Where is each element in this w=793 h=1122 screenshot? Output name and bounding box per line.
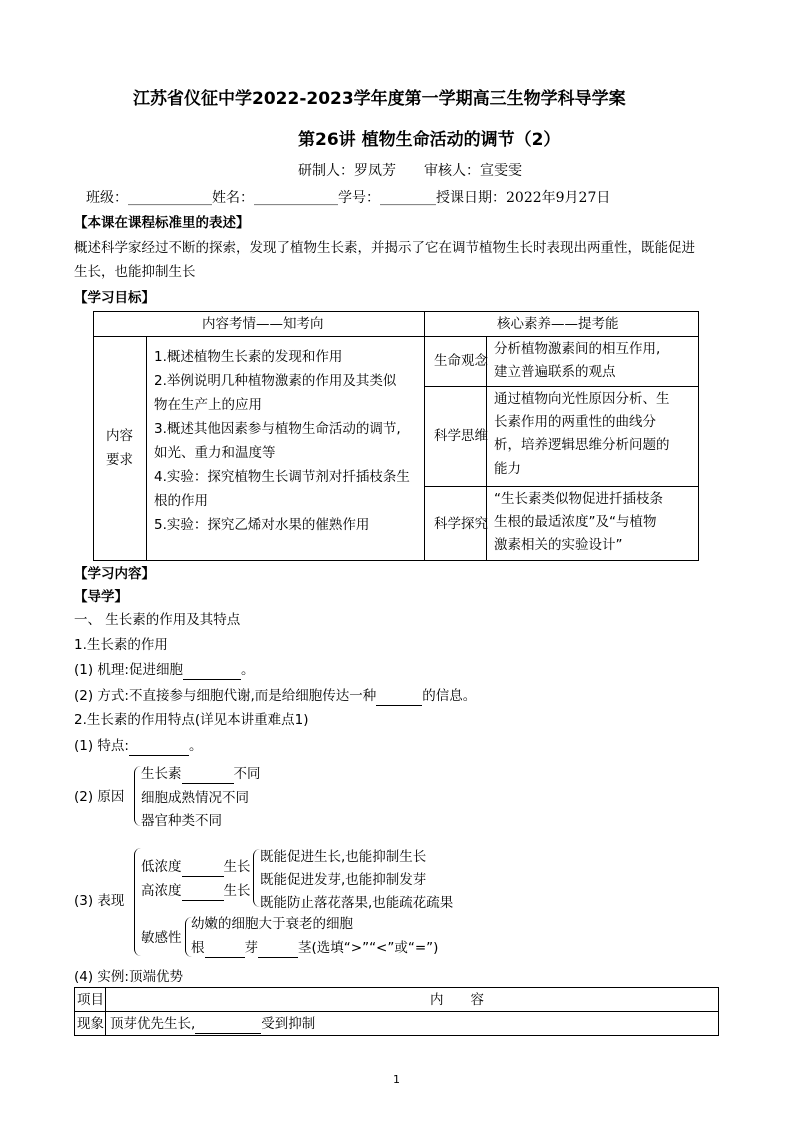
- blank-4[interactable]: [182, 765, 234, 784]
- goals-table: [93, 311, 699, 561]
- blank-9[interactable]: [195, 1015, 261, 1034]
- effect-3: 既能防止落花落果,也能疏花疏果: [260, 895, 454, 911]
- requirement-line: 2.举例说明几种植物激素的作用及其类似: [154, 373, 397, 389]
- cause-3: 器官种类不同: [141, 813, 222, 829]
- example-row-content: 顶芽优先生长, 受到抑制: [110, 1016, 316, 1032]
- content-heading: 【学习内容】: [74, 566, 155, 582]
- item-2-1: (1) 特点: 。: [74, 738, 203, 754]
- blank-7[interactable]: [205, 939, 245, 958]
- item-2-title: 2.生长素的作用特点(详见本讲重难点1): [74, 712, 309, 728]
- literacy-line: 生根的最适浓度”及“与植物: [494, 514, 657, 530]
- blank-5[interactable]: [182, 858, 224, 877]
- literacy-line: 分析植物激素间的相互作用,: [494, 341, 661, 357]
- literacy-line: 激素相关的实验设计”: [494, 537, 623, 553]
- sensitivity-label: 敏感性: [141, 930, 182, 946]
- cause-label: (2) 原因: [74, 789, 125, 805]
- example-col2-header: 内 容: [430, 992, 484, 1008]
- requirement-line: 4.实验：探究植物生长调节剂对扦插枝条生: [154, 469, 410, 485]
- high-concentration: 高浓度 生长: [141, 883, 251, 899]
- literacy-name: 科学思维: [434, 428, 488, 444]
- student-fields-line: 班级：____________姓名：____________学号：________授课日期：2022年9月27日: [86, 190, 611, 206]
- literacy-line: 建立普遍联系的观点: [494, 364, 616, 380]
- cause-1: 生长素 不同: [141, 766, 261, 782]
- literacy-line: 长素作用的两重性的曲线分: [494, 414, 656, 430]
- row-label-line1: 内容: [106, 428, 133, 444]
- cause-2: 细胞成熟情况不同: [141, 790, 249, 806]
- literacy-name: 生命观念: [434, 353, 488, 369]
- lesson-title: 第26讲 植物生命活动的调节（2）: [298, 130, 561, 150]
- requirement-line: 3.概述其他因素参与植物生命活动的调节,: [154, 421, 401, 437]
- blank-2[interactable]: [376, 687, 422, 706]
- standard-text-line2: 生长，也能抑制生长: [74, 264, 196, 280]
- row-label-line2: 要求: [106, 452, 133, 468]
- item-1-1: (1) 机理:促进细胞 。: [74, 662, 255, 678]
- goals-col1-header: 内容考情——知考向: [202, 316, 324, 332]
- blank-8[interactable]: [258, 939, 298, 958]
- goals-heading: 【学习目标】: [74, 290, 155, 306]
- requirement-line: 1.概述植物生长素的发现和作用: [154, 349, 343, 365]
- item-1-2: (2) 方式:不直接参与细胞代谢,而是给细胞传达一种 的信息。: [74, 688, 477, 704]
- show-brace: [134, 848, 141, 956]
- literacy-name: 科学探究: [434, 516, 488, 532]
- content-subheading: 【导学】: [74, 589, 128, 605]
- authors-line: 研制人：罗凤芳 审核人：宣雯雯: [298, 163, 522, 179]
- cause-brace: [134, 766, 141, 826]
- item-2-4: (4) 实例:顶端优势: [74, 969, 183, 985]
- goals-col2-header: 核心素养——提考能: [497, 316, 619, 332]
- blank-3[interactable]: [129, 737, 189, 756]
- requirement-line: 如光、重力和温度等: [154, 445, 276, 461]
- blank-1[interactable]: [183, 661, 241, 680]
- standard-text-line1: 概述科学家经过不断的探索，发现了植物生长素，并揭示了它在调节植物生长时表现出两重性，既能促进: [74, 240, 695, 256]
- example-row-label: 现象: [77, 1016, 104, 1032]
- literacy-line: “生长素类似物促进扦插枝条: [494, 491, 663, 507]
- show-label: (3) 表现: [74, 893, 125, 909]
- item-title: 1.生长素的作用: [74, 637, 168, 653]
- literacy-line: 析，培养逻辑思维分析问题的: [494, 437, 670, 453]
- low-concentration: 低浓度 生长: [141, 859, 251, 875]
- effect-brace: [253, 849, 260, 907]
- sensitivity-1: 幼嫩的细胞大于衰老的细胞: [191, 916, 353, 932]
- literacy-line: 能力: [494, 461, 521, 477]
- page-number: 1: [393, 1073, 400, 1086]
- effect-1: 既能促进生长,也能抑制生长: [260, 849, 427, 865]
- example-col1-header: 项目: [77, 992, 104, 1008]
- requirement-line: 5.实验：探究乙烯对水果的催熟作用: [154, 517, 370, 533]
- requirement-line: 物在生产上的应用: [154, 397, 262, 413]
- section-title: 一、 生长素的作用及其特点: [74, 612, 241, 628]
- standard-heading: 【本课在课程标准里的表述】: [74, 215, 250, 231]
- school-title: 江苏省仪征中学2022-2023学年度第一学期高三生物学科导学案: [133, 89, 626, 109]
- blank-6[interactable]: [182, 882, 224, 901]
- effect-2: 既能促进发芽,也能抑制发芽: [260, 872, 427, 888]
- requirement-line: 根的作用: [154, 493, 208, 509]
- sensitivity-2: 根 芽 茎(选填“>”“<”或“=”): [191, 940, 439, 956]
- literacy-line: 通过植物向光性原因分析、生: [494, 391, 670, 407]
- example-table: [74, 987, 719, 1036]
